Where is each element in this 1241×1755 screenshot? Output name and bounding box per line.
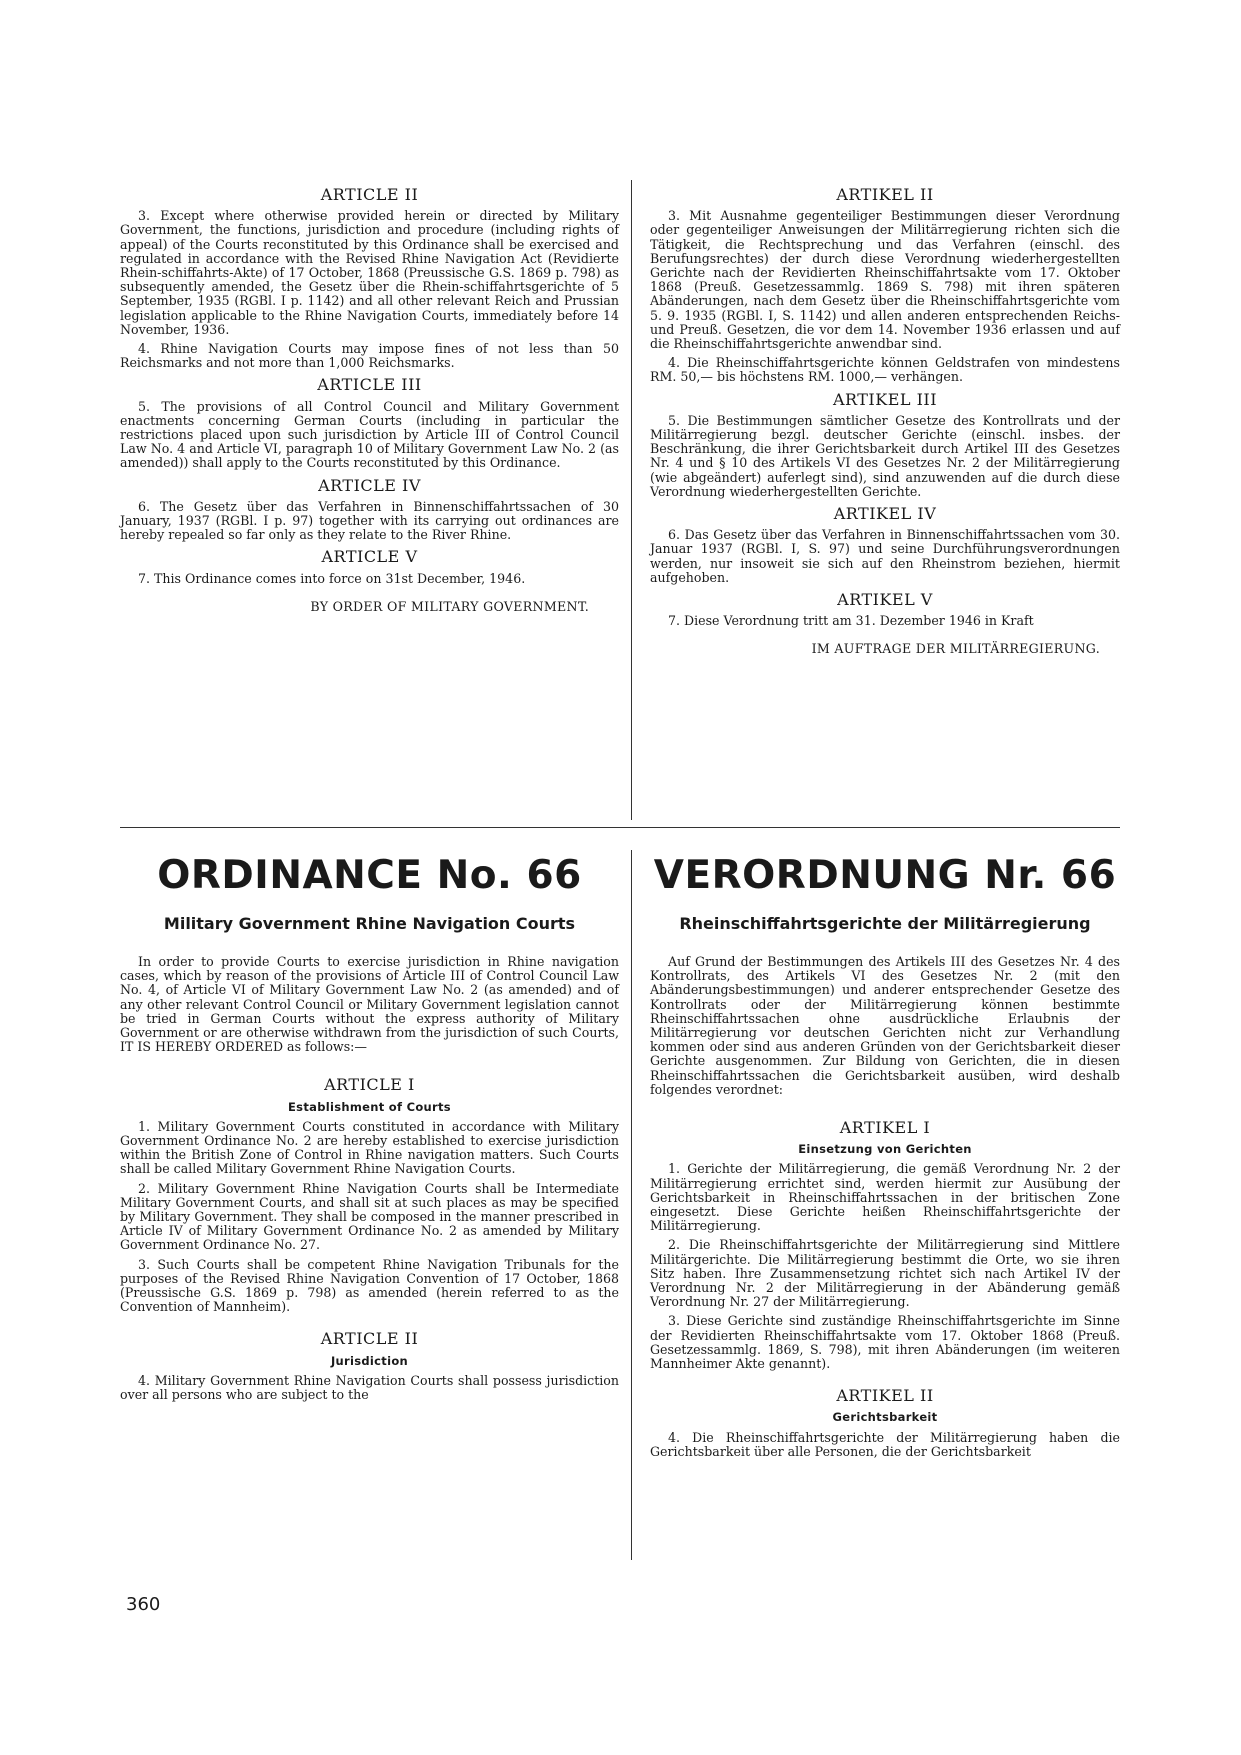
preamble: Auf Grund der Bestimmungen des Artikels III des Gesetzes Nr. 4 des Kontrollrats, des Artikels VI des Gesetzes Nr. 2 (mit den Abänderungsbestimmungen) und anderer entsprechender Gesetze des Kontrollrats oder der Militärregierung können bestimmte Rheinschiffahrtssachen ohne ausdrückliche Erlaubnis der Militärregierung vor deutschen Gerichten nicht zur Verhandlung kommen oder sind aus anderen Gründen von der Gerichtsbarkeit dieser Gerichte ausgenommen. Zur Bildung von Gerichten, die in diesen Rheinschiffahrtssachen die Gerichtsbarkeit ausüben, wird deshalb folgendes verordnet: bbox=[650, 954, 1120, 1097]
paragraph: 1. Military Government Courts constituted in accordance with Military Government Ordinance No. 2 are hereby established to exercise jurisdiction within the British Zone of Control in Rhine navigation matters. Such Courts shall be called Military Government Rhine Navigation Courts. bbox=[120, 1118, 619, 1177]
article-heading: ARTIKEL III bbox=[832, 389, 938, 409]
ordinance-subtitle-english: Military Government Rhine Navigation Courts bbox=[163, 914, 576, 933]
paragraph: 4. Die Rheinschiffahrtsgerichte können Geldstrafen von mindestens RM. 50,— bis höchstens RM. 1000,— verhängen. bbox=[650, 355, 1120, 385]
article-heading: ARTIKEL II bbox=[836, 1386, 934, 1406]
ordinance-title-english: ORDINANCE No. 66 bbox=[157, 853, 582, 898]
paragraph: 3. Mit Ausnahme gegenteiliger Bestimmungen dieser Verordnung oder gegenteiliger Anweisungen der Militärregierung richten sich die Tätigkeit, die Rechtsprechung und das Verfahren (einschl. des Berufungsrechtes) der durch diese Verordnung wiederhergestellten Gerichte nach der Revidierten Rheinschiffahrtsakte vom 17. Oktober 1868 (Preuß. Gesetzessammlg. 1869 S. 798) mit ihren späteren Abänderungen, nach dem Gesetz über die Rheinschiffahrtsgerichte vom 5. 9. 1935 (RGBl. I, S. 1142) und allen anderen entsprechenden Reichs- und Preuß. Gesetzen, die vor dem 14. November 1936 erlassen und auf die Rheinschiffahrtsgerichte anwendbar sind. bbox=[650, 208, 1120, 352]
section-divider bbox=[120, 827, 1120, 828]
article-heading: ARTICLE I bbox=[324, 1075, 415, 1095]
article-subheading: Gerichtsbarkeit bbox=[832, 1410, 938, 1425]
paragraph: 2. Military Government Rhine Navigation Courts shall be Intermediate Military Government Courts, and shall sit at such places as may be specified by Military Government. They shall be composed in the manner prescribed in Article IV of Military Government Ordinance No. 2 as amended by Military Government Ordinance No. 27. bbox=[120, 1180, 619, 1253]
ordinance-title-german: VERORDNUNG Nr. 66 bbox=[653, 853, 1117, 898]
paragraph: 6. The Gesetz über das Verfahren in Binnenschiffahrtssachen of 30 January, 1937 (RGBl. I p. 97) together with its carrying out ordinances are hereby repealed so far only as they relate to the River Rhine. bbox=[120, 498, 619, 543]
column-divider bbox=[631, 180, 632, 820]
paragraph: 7. This Ordinance comes into force on 31st December, 1946. bbox=[138, 570, 526, 586]
ordinance-subtitle-german: Rheinschiffahrtsgerichte der Militärregierung bbox=[679, 914, 1091, 933]
article-heading: ARTIKEL IV bbox=[833, 504, 937, 524]
bottom-english-column bbox=[120, 955, 619, 1407]
article-subheading: Jurisdiction bbox=[330, 1353, 409, 1368]
paragraph: 7. Diese Verordnung tritt am 31. Dezember 1946 in Kraft bbox=[668, 613, 1034, 629]
article-subheading: Einsetzung von Gerichten bbox=[798, 1142, 972, 1157]
article-heading: ARTICLE V bbox=[321, 547, 418, 567]
article-heading: ARTIKEL I bbox=[839, 1118, 931, 1138]
paragraph: 5. The provisions of all Control Council and Military Government enactments concerning German Courts (including in particular the restrictions placed upon such jurisdiction by Article III of Control Council Law No. 4 and Article VI, paragraph 10 of Military Government Law No. 2 (as amended)) shall apply to the Courts reconstituted by this Ordinance. bbox=[120, 398, 619, 471]
paragraph: 2. Die Rheinschiffahrtsgerichte der Militärregierung sind Mittlere Militärgerichte. Die Militärregierung bestimmt die Orte, wo sie ihren Sitz haben. Ihre Zusammensetzung richtet sich nach Artikel IV der Verordnung Nr. 2 der Militärregierung in der Abänderung gemäß Verordnung Nr. 27 der Militärregierung. bbox=[650, 1237, 1120, 1310]
order-signature: IM AUFTRAGE DER MILITÄRREGIERUNG. bbox=[811, 641, 1100, 657]
order-signature: BY ORDER OF MILITARY GOVERNMENT. bbox=[310, 598, 589, 614]
paragraph: 6. Das Gesetz über das Verfahren in Binnenschiffahrtssachen vom 30. Januar 1937 (RGBl. I, S. 97) und seine Durchführungsverordnungen werden, nur insoweit sie sich auf den Rheinstrom beziehen, hiermit aufgehoben. bbox=[650, 527, 1120, 585]
article-subheading: Establishment of Courts bbox=[288, 1099, 451, 1114]
article-heading: ARTICLE II bbox=[320, 1329, 419, 1349]
paragraph: 3. Such Courts shall be competent Rhine Navigation Tribunals for the purposes of the Revised Rhine Navigation Convention of 17 October, 1868 (Preussische G.S. 1869 p. 798) as amended (herein referred to as the Convention of Mannheim). bbox=[120, 1256, 619, 1315]
page-number: 360 bbox=[126, 1594, 161, 1615]
paragraph: 4. Die Rheinschiffahrtsgerichte der Militärregierung haben die Gerichtsbarkeit über alle Personen, die der Gerichtsbarkeit bbox=[650, 1429, 1120, 1459]
paragraph: 4. Military Government Rhine Navigation Courts shall possess jurisdiction over all persons who are subject to the bbox=[120, 1372, 619, 1403]
column-divider bbox=[631, 850, 632, 1560]
article-heading: ARTICLE III bbox=[317, 375, 422, 395]
top-english-column bbox=[120, 185, 619, 614]
preamble: In order to provide Courts to exercise jurisdiction in Rhine navigation cases, which by reason of the provisions of Article III of Control Council Law No. 4, of Article VI of Military Government Law No. 2 (as amended) and of any other relevant Control Council or Military Government legislation cannot be tried in German Courts without the express authority of Military Government or are otherwise withdrawn from the jurisdiction of such Courts, IT IS HEREBY ORDERED as follows:— bbox=[120, 954, 619, 1055]
article-heading: ARTICLE II bbox=[320, 185, 419, 204]
paragraph: 5. Die Bestimmungen sämtlicher Gesetze des Kontrollrats und der Militärregierung bezgl. deutscher Gerichte (einschl. insbes. der Beschränkung, die ihrer Gerichtsbarkeit durch Artikel III des Gesetzes Nr. 4 und § 10 des Artikels VI des Gesetzes Nr. 2 der Militärregierung (wie abgeändert) auferlegt sind), sind anzuwenden auf die durch diese Verordnung wiederhergestellten Gerichte. bbox=[650, 412, 1120, 499]
article-heading: ARTIKEL V bbox=[837, 590, 933, 610]
article-heading: ARTIKEL II bbox=[836, 185, 934, 204]
paragraph: 3. Diese Gerichte sind zuständige Rheinschiffahrtsgerichte im Sinne der Revidierten Rheinschiffahrtsakte vom 17. Oktober 1868 (Preuß. Gesetzessammlg. 1869, S. 798), mit ihren Abänderungen (im weiteren Mannheimer Akte genannt). bbox=[650, 1313, 1120, 1372]
article-heading: ARTICLE IV bbox=[318, 475, 421, 495]
bottom-german-column bbox=[650, 955, 1120, 1464]
paragraph: 1. Gerichte der Militärregierung, die gemäß Verordnung Nr. 2 der Militärregierung errichtet sind, werden hiermit zur Ausübung der Gerichtsbarkeit in Rheinschiffahrtssachen in der britischen Zone eingesetzt. Diese Gerichte heißen Rheinschiffahrtsgerichte der Militärregierung. bbox=[650, 1161, 1120, 1234]
paragraph: 3. Except where otherwise provided herein or directed by Military Government, the functions, jurisdiction and procedure (including rights of appeal) of the Courts reconstituted by this Ordinance shall be exercised and regulated in accordance with the Revised Rhine Navigation Act (Revidierte Rhein-schiffahrts-Akte) of 17 October, 1868 (Preussische G.S. 1869 p. 798) as subsequently amended, the Gesetz über die Rhein-schiffahrtsgerichte of 5 September, 1935 (RGBl. I p. 1142) and all other relevant Reich and Prussian legislation applicable to the Rhine Navigation Courts, immediately before 14 November, 1936. bbox=[120, 208, 619, 337]
top-german-column bbox=[650, 185, 1120, 657]
paragraph: 4. Rhine Navigation Courts may impose fines of not less than 50 Reichsmarks and not more than 1,000 Reichsmarks. bbox=[120, 341, 619, 371]
